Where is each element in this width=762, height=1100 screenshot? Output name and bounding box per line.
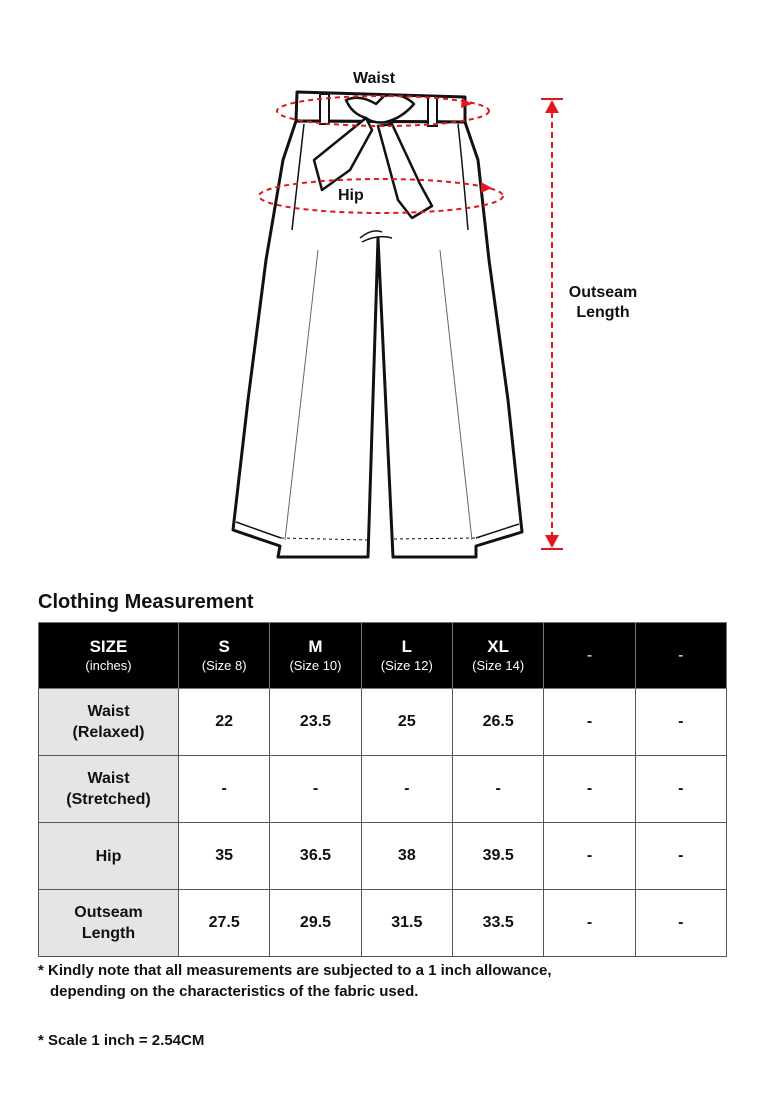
table-cell: 22 xyxy=(179,689,270,756)
row-label-line1: Outseam xyxy=(74,904,143,921)
row-label-line2: (Stretched) xyxy=(66,791,151,808)
waist-label: Waist xyxy=(353,70,396,87)
header-size-sub: (Size 12) xyxy=(380,657,433,673)
table-row-waist-stretched xyxy=(39,756,727,823)
table-header-row xyxy=(39,623,727,689)
table-row-hip xyxy=(39,823,727,890)
row-label xyxy=(39,823,179,890)
table-cell: 23.5 xyxy=(270,689,361,756)
row-label-line1: Waist xyxy=(87,703,130,720)
allowance-note xyxy=(38,960,552,1002)
row-label xyxy=(39,890,179,957)
scale-note: * Scale 1 inch = 2.54CM xyxy=(38,1032,205,1049)
header-size-label: - xyxy=(586,646,593,664)
header-size-label: S xyxy=(218,636,230,656)
table-cell: 27.5 xyxy=(179,890,270,957)
header-size-empty-1 xyxy=(544,623,635,689)
header-size-l xyxy=(361,623,452,689)
table-cell: - xyxy=(544,756,635,823)
table-cell: 31.5 xyxy=(361,890,452,957)
row-label-line2: (Relaxed) xyxy=(72,724,145,741)
table-cell: 26.5 xyxy=(452,689,543,756)
table-cell: - xyxy=(635,823,726,890)
row-label xyxy=(39,756,179,823)
table-cell: - xyxy=(361,756,452,823)
table-cell: - xyxy=(635,689,726,756)
table-cell: - xyxy=(544,823,635,890)
table-cell: - xyxy=(544,689,635,756)
section-title: Clothing Measurement xyxy=(38,591,254,613)
table-cell: 29.5 xyxy=(270,890,361,957)
header-size-sub: (Size 10) xyxy=(289,657,342,673)
hip-arrowhead xyxy=(481,182,492,193)
table-cell: 25 xyxy=(361,689,452,756)
header-size-m xyxy=(270,623,361,689)
hip-label: Hip xyxy=(338,187,364,204)
outseam-length-arrow xyxy=(541,99,563,549)
header-size-title: SIZE xyxy=(89,636,128,656)
header-size-sub: (Size 14) xyxy=(472,657,525,673)
table-cell: - xyxy=(635,756,726,823)
row-label xyxy=(39,689,179,756)
header-size-unit: (inches) xyxy=(85,657,132,673)
row-label-line1: Waist xyxy=(87,770,130,787)
table-cell: - xyxy=(270,756,361,823)
table-row-waist-relaxed xyxy=(39,689,727,756)
table-cell: 35 xyxy=(179,823,270,890)
allowance-note-line2: depending on the characteristics of the fabric used. xyxy=(50,983,419,1000)
table-cell: - xyxy=(544,890,635,957)
table-cell: - xyxy=(179,756,270,823)
table-cell: - xyxy=(452,756,543,823)
header-size-label: XL xyxy=(487,636,510,656)
table-row-outseam-length xyxy=(39,890,727,957)
header-size-label: M xyxy=(308,636,323,656)
pants-outline xyxy=(233,92,522,557)
table-cell: 36.5 xyxy=(270,823,361,890)
outseam-label-line1: Outseam xyxy=(568,284,638,301)
outseam-length-label xyxy=(556,283,650,323)
header-size-sub: (Size 8) xyxy=(201,657,247,673)
table-cell: - xyxy=(635,890,726,957)
header-size-label: L xyxy=(401,636,413,656)
allowance-note-line1: * Kindly note that all measurements are subjected to a 1 inch allowance, xyxy=(38,962,552,979)
header-size xyxy=(39,623,179,689)
header-size-label: - xyxy=(678,646,684,664)
table-cell: 39.5 xyxy=(452,823,543,890)
outseam-label-line2: Length xyxy=(576,304,630,321)
table-cell: 38 xyxy=(361,823,452,890)
header-size-s xyxy=(179,623,270,689)
row-label-line2: Length xyxy=(81,925,136,942)
table-cell: 33.5 xyxy=(452,890,543,957)
header-size-empty-2 xyxy=(635,623,726,689)
row-label-line1: Hip xyxy=(95,847,122,865)
size-chart-table xyxy=(38,622,727,957)
header-size-xl xyxy=(452,623,543,689)
